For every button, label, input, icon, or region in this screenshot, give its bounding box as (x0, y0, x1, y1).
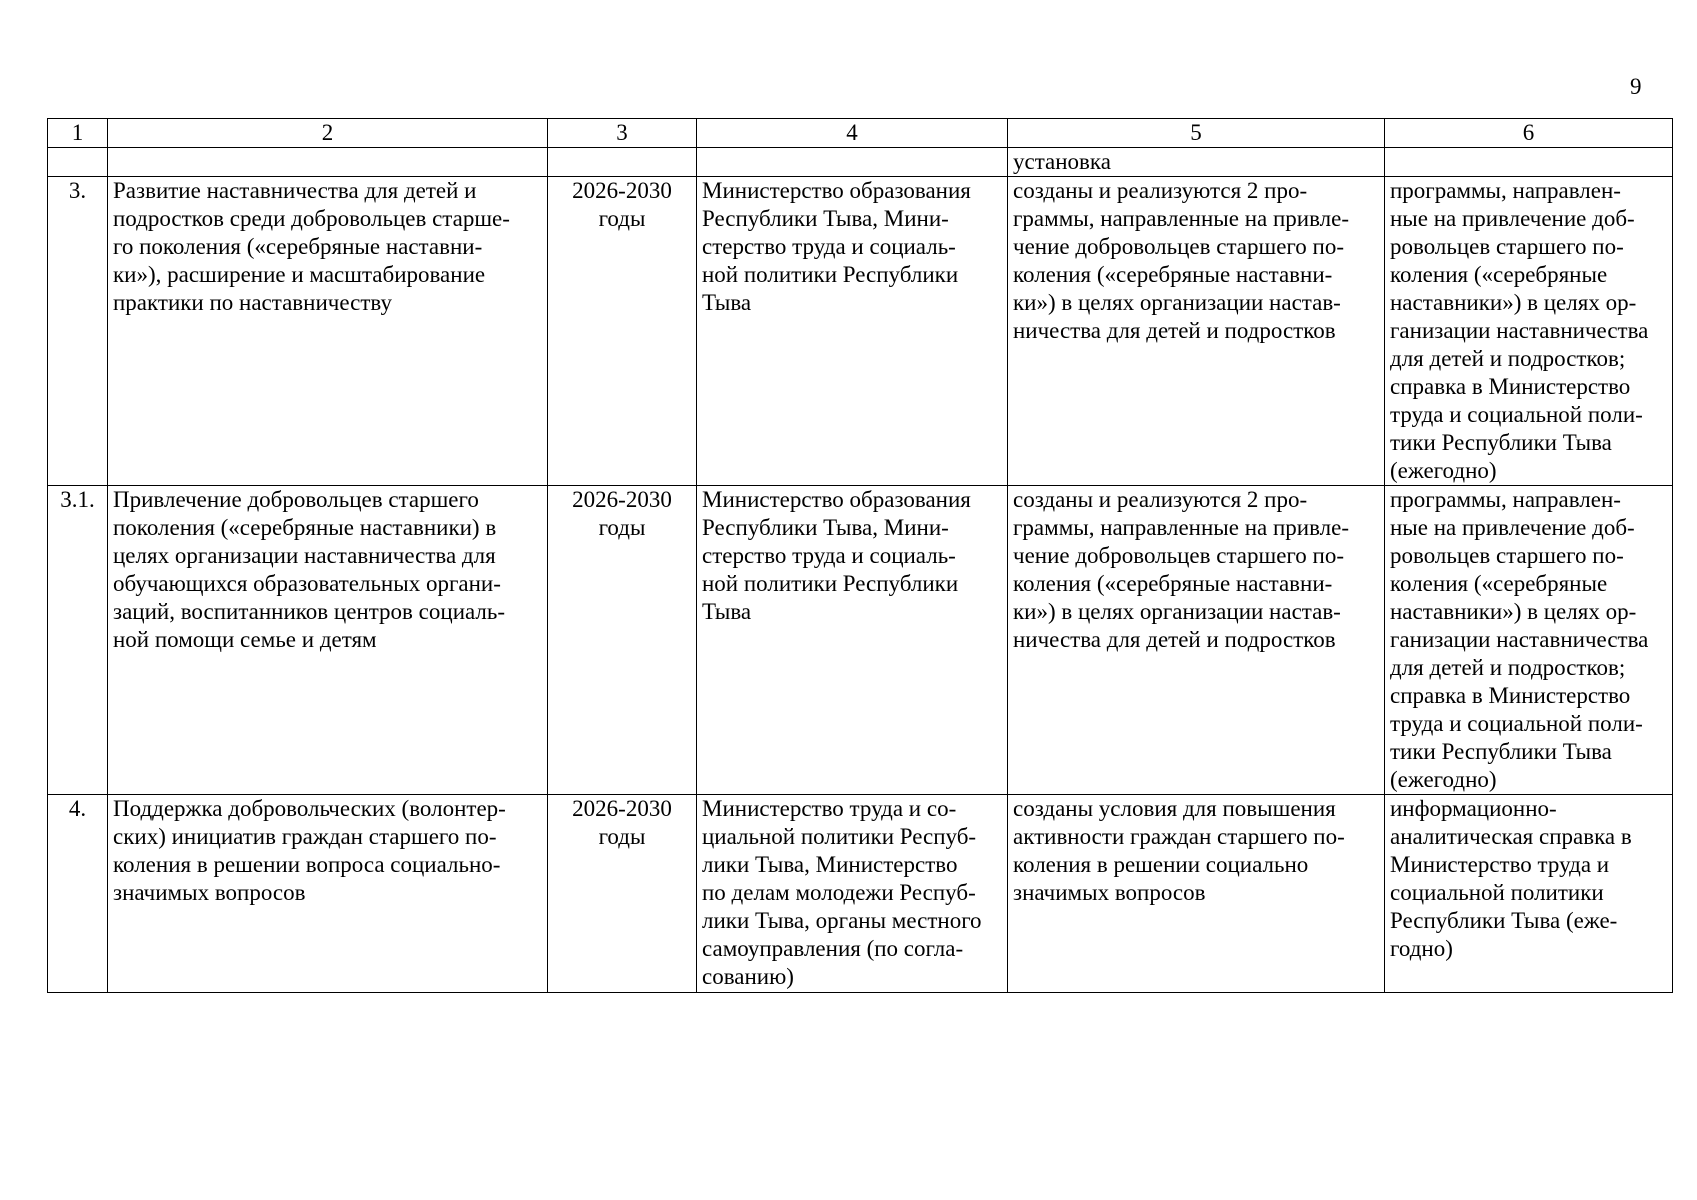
text-line: обучающихся образовательных органи- (113, 571, 501, 596)
text-line: самоуправления (по согла- (702, 936, 964, 961)
responsible-executors (697, 486, 1008, 795)
text-line: ганизации наставничества (1390, 318, 1649, 343)
text-line: коления («серебряные (1390, 571, 1608, 596)
activity-name (108, 177, 548, 486)
text-line: коления в решении социально (1013, 852, 1309, 877)
text-line: ганизации наставничества (1390, 627, 1649, 652)
column-header: 3 (548, 119, 697, 148)
text-line: справка в Министерство (1390, 374, 1631, 399)
text-line: годы (598, 206, 646, 231)
continuation-cell (48, 148, 108, 177)
text-line: чение добровольцев старшего по- (1013, 543, 1344, 568)
text-line: справка в Министерство (1390, 683, 1631, 708)
text-line: социальной политики (1390, 880, 1604, 905)
text-line: значимых вопросов (113, 880, 306, 905)
expected-result (1008, 486, 1385, 795)
report-form (1385, 177, 1673, 486)
text-line: Тыва (702, 599, 752, 624)
text-line: информационно- (1390, 796, 1557, 821)
text-line: 2026-2030 (572, 178, 672, 203)
text-line: заций, воспитанников центров социаль- (113, 599, 506, 624)
text-line: созданы и реализуются 2 про- (1013, 178, 1308, 203)
item-number: 4. (48, 795, 108, 993)
expected-result (1008, 795, 1385, 993)
text-line: целях организации наставничества для (113, 543, 496, 568)
continuation-cell (1385, 148, 1673, 177)
text-line: созданы условия для повышения (1013, 796, 1336, 821)
column-header: 2 (108, 119, 548, 148)
text-line: лики Тыва, Министерство (702, 852, 958, 877)
text-line: 2026-2030 (572, 796, 672, 821)
text-line: Республики Тыва, Мини- (702, 206, 949, 231)
text-line: стерство труда и социаль- (702, 543, 956, 568)
text-line: аналитическая справка в (1390, 824, 1632, 849)
activity-name (108, 486, 548, 795)
page-number: 9 (1630, 74, 1642, 99)
text-line: лики Тыва, органы местного (702, 908, 982, 933)
text-line: труда и социальной поли- (1390, 711, 1643, 736)
text-line: ровольцев старшего по- (1390, 234, 1624, 259)
text-line: труда и социальной поли- (1390, 402, 1643, 427)
text-line: ничества для детей и подростков (1013, 627, 1336, 652)
report-form (1385, 795, 1673, 993)
text-line: ровольцев старшего по- (1390, 543, 1624, 568)
text-line: ные на привлечение доб- (1390, 515, 1635, 540)
text-line: годы (598, 824, 646, 849)
column-number-row (48, 119, 1673, 148)
continuation-cell (548, 148, 697, 177)
text-line: граммы, направленные на привле- (1013, 206, 1349, 231)
text-line: Министерство труда и (1390, 852, 1610, 877)
text-line: Республики Тыва, Мини- (702, 515, 949, 540)
text-line: коления («серебряные (1390, 262, 1608, 287)
implementation-period (548, 177, 697, 486)
text-line: подростков среди добровольцев старше- (113, 206, 510, 231)
text-line: наставники») в целях ор- (1390, 290, 1637, 315)
action-plan-table (47, 118, 1673, 993)
text-line: чение добровольцев старшего по- (1013, 234, 1344, 259)
implementation-period (548, 795, 697, 993)
column-header: 5 (1008, 119, 1385, 148)
text-line: Поддержка добровольческих (волонтер- (113, 796, 506, 821)
activity-name (108, 795, 548, 993)
text-line: созданы и реализуются 2 про- (1013, 487, 1308, 512)
text-line: коления («серебряные наставни- (1013, 262, 1333, 287)
text-line: го поколения («серебряные наставни- (113, 234, 483, 259)
text-line: активности граждан старшего по- (1013, 824, 1345, 849)
text-line: (ежегодно) (1390, 767, 1497, 792)
text-line: программы, направлен- (1390, 178, 1621, 203)
text-line: Тыва (702, 290, 752, 315)
text-line: значимых вопросов (1013, 880, 1206, 905)
continuation-cell: установка (1008, 148, 1385, 177)
responsible-executors (697, 795, 1008, 993)
expected-result (1008, 177, 1385, 486)
column-header: 1 (48, 119, 108, 148)
text-line: наставники») в целях ор- (1390, 599, 1637, 624)
text-line: Республики Тыва (еже- (1390, 908, 1618, 933)
text-line: практики по наставничеству (113, 290, 392, 315)
text-line: Привлечение добровольцев старшего (113, 487, 479, 512)
text-line: ки»), расширение и масштабирование (113, 262, 486, 287)
text-line: Министерство образования (702, 487, 971, 512)
responsible-executors (697, 177, 1008, 486)
text-line: ной политики Республики (702, 571, 959, 596)
text-line: (ежегодно) (1390, 458, 1497, 483)
continuation-row (48, 148, 1673, 177)
text-line: для детей и подростков; (1390, 346, 1626, 371)
text-line: стерство труда и социаль- (702, 234, 956, 259)
text-line: Министерство образования (702, 178, 971, 203)
text-line: Министерство труда и со- (702, 796, 957, 821)
text-line: годно) (1390, 936, 1453, 961)
text-line: для детей и подростков; (1390, 655, 1626, 680)
text-line: ные на привлечение доб- (1390, 206, 1635, 231)
text-line: ки») в целях организации настав- (1013, 599, 1341, 624)
text-line: ничества для детей и подростков (1013, 318, 1336, 343)
table-row (48, 795, 1673, 993)
item-number: 3. (48, 177, 108, 486)
text-line: поколения («серебряные наставники) в (113, 515, 497, 540)
table-row (48, 486, 1673, 795)
text-line: 2026-2030 (572, 487, 672, 512)
text-line: ной политики Республики (702, 262, 959, 287)
text-line: граммы, направленные на привле- (1013, 515, 1349, 540)
text-line: ских) инициатив граждан старшего по- (113, 824, 497, 849)
continuation-cell (108, 148, 548, 177)
text-line: тики Республики Тыва (1390, 739, 1612, 764)
continuation-cell (697, 148, 1008, 177)
text-line: тики Республики Тыва (1390, 430, 1612, 455)
column-header: 4 (697, 119, 1008, 148)
item-number: 3.1. (48, 486, 108, 795)
text-line: программы, направлен- (1390, 487, 1621, 512)
report-form (1385, 486, 1673, 795)
text-line: ки») в целях организации настав- (1013, 290, 1341, 315)
implementation-period (548, 486, 697, 795)
text-line: коления в решении вопроса социально- (113, 852, 501, 877)
text-line: ной помощи семье и детям (113, 627, 377, 652)
text-line: циальной политики Респуб- (702, 824, 977, 849)
text-line: сованию) (702, 964, 794, 989)
text-line: коления («серебряные наставни- (1013, 571, 1333, 596)
table-row (48, 177, 1673, 486)
text-line: Развитие наставничества для детей и (113, 178, 477, 203)
text-line: годы (598, 515, 646, 540)
column-header: 6 (1385, 119, 1673, 148)
text-line: по делам молодежи Респуб- (702, 880, 976, 905)
